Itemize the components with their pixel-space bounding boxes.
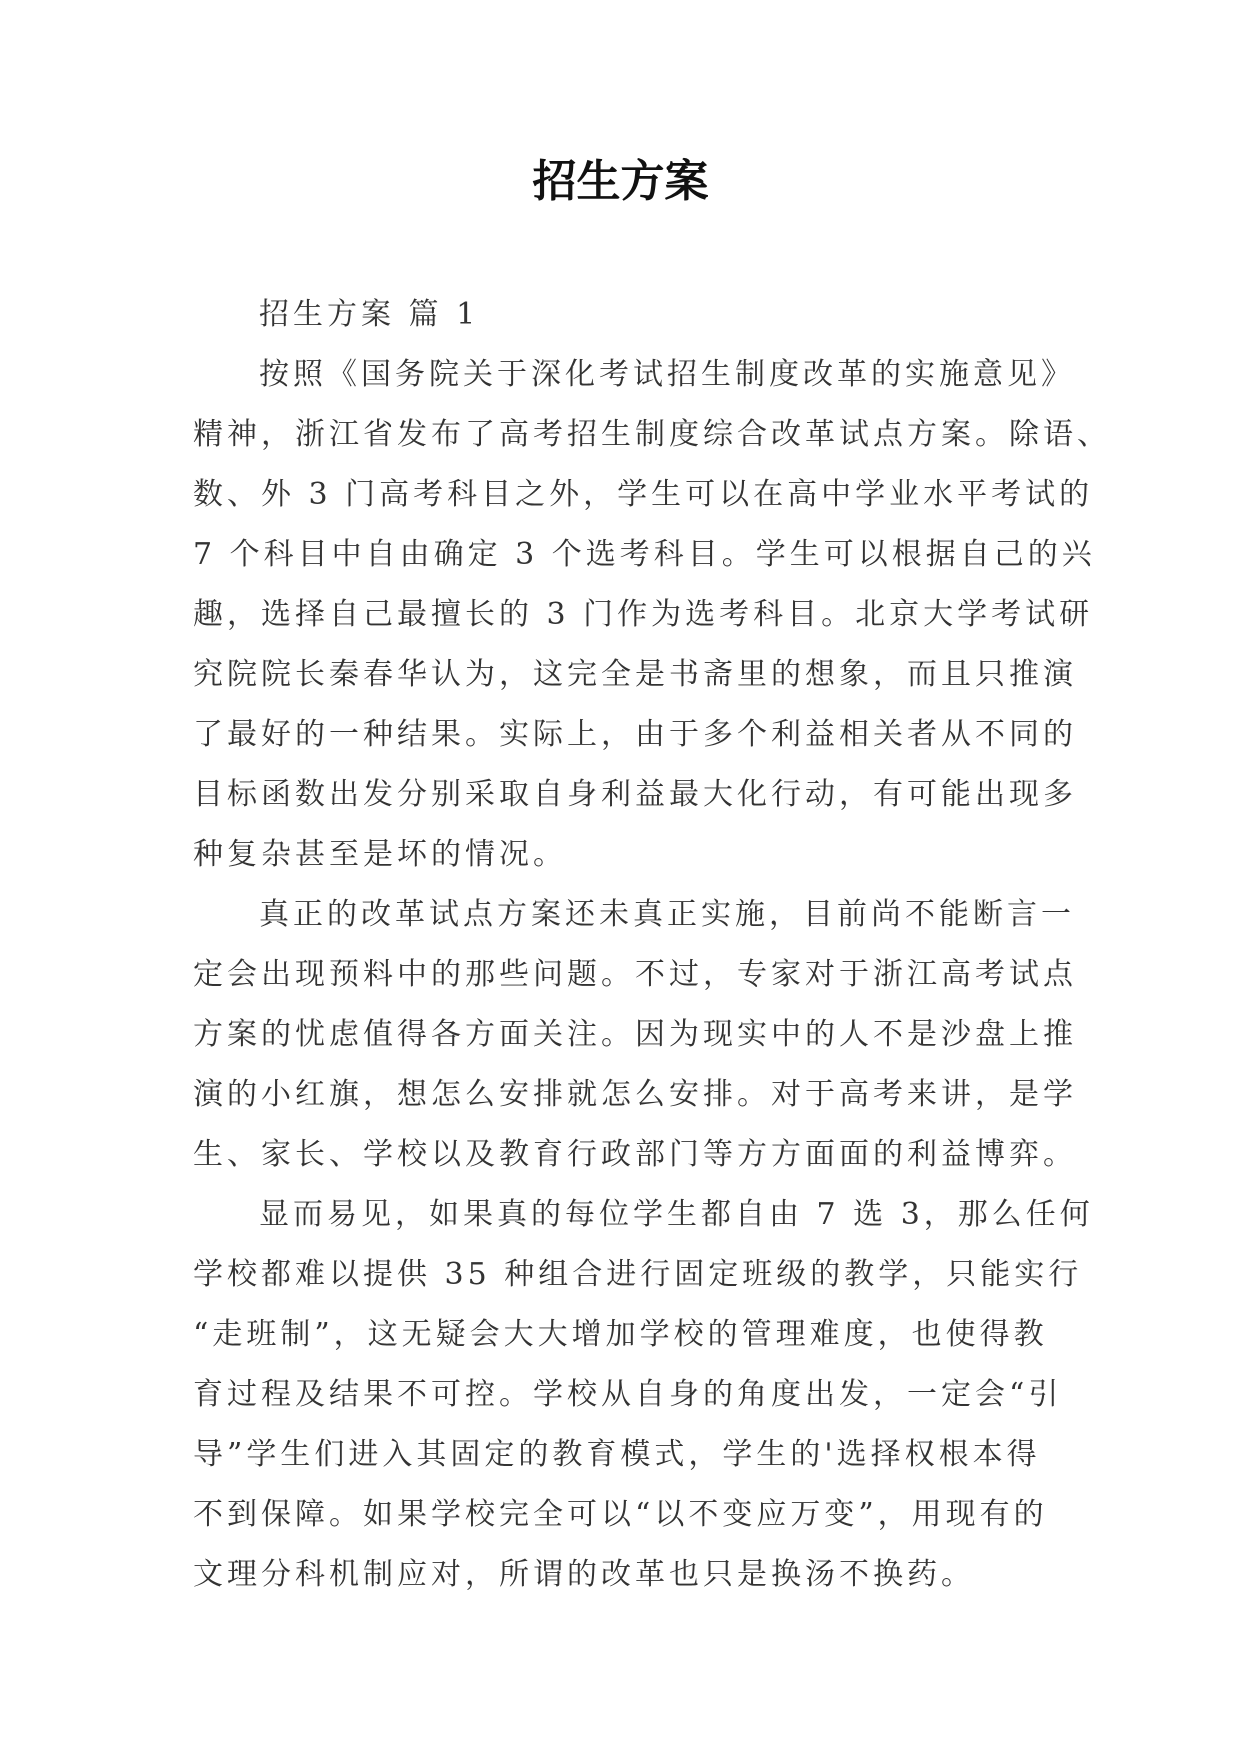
paragraph-line: “走班制”，这无疑会大大增加学校的管理难度，也使得教 — [193, 1317, 1048, 1352]
paragraph-line: 定会出现预料中的那些问题。不过，专家对于浙江高考试点 — [193, 957, 1077, 992]
paragraph-line: 精神，浙江省发布了高考招生制度综合改革试点方案。除语、 — [193, 417, 1111, 452]
document-title: 招生方案 — [532, 156, 709, 207]
paragraph-line: 数、外 3 门高考科目之外，学生可以在高中学业水平考试的 — [193, 477, 1094, 512]
paragraph-line: 种复杂甚至是坏的情况。 — [193, 837, 567, 872]
document-body — [193, 285, 1111, 1605]
paragraph-line: 究院院长秦春华认为，这完全是书斋里的想象，而且只推演 — [193, 657, 1077, 692]
paragraph-line: 方案的忧虑值得各方面关注。因为现实中的人不是沙盘上推 — [193, 1017, 1077, 1052]
paragraph-line: 显而易见，如果真的每位学生都自由 7 选 3，那么任何 — [259, 1197, 1094, 1232]
paragraph-line: 生、家长、学校以及教育行政部门等方方面面的利益博弈。 — [193, 1137, 1077, 1172]
paragraph-line: 了最好的一种结果。实际上，由于多个利益相关者从不同的 — [193, 717, 1077, 752]
paragraph-line: 演的小红旗，想怎么安排就怎么安排。对于高考来讲，是学 — [193, 1077, 1077, 1112]
paragraph-line: 文理分科机制应对，所谓的改革也只是换汤不换药。 — [193, 1557, 975, 1592]
paragraph-line: 7 个科目中自由确定 3 个选考科目。学生可以根据自己的兴 — [193, 537, 1096, 572]
paragraph-line: 目标函数出发分别采取自身利益最大化行动，有可能出现多 — [193, 777, 1077, 812]
paragraph-line: 按照《国务院关于深化考试招生制度改革的实施意见》 — [259, 357, 1075, 392]
paragraph-line: 学校都难以提供 35 种组合进行固定班级的教学，只能实行 — [193, 1257, 1083, 1292]
paragraph-line: 导”学生们进入其固定的教育模式，学生的'选择权根本得 — [193, 1437, 1041, 1472]
paragraph-line: 趣，选择自己最擅长的 3 门作为选考科目。北京大学考试研 — [193, 597, 1094, 632]
paragraph-line: 真正的改革试点方案还未真正实施，目前尚不能断言一 — [259, 897, 1075, 932]
paragraph-line: 不到保障。如果学校完全可以“以不变应万变”，用现有的 — [193, 1497, 1048, 1532]
section-heading: 招生方案 篇 1 — [259, 297, 480, 332]
paragraph-line: 育过程及结果不可控。学校从自身的角度出发，一定会“引 — [193, 1377, 1063, 1412]
